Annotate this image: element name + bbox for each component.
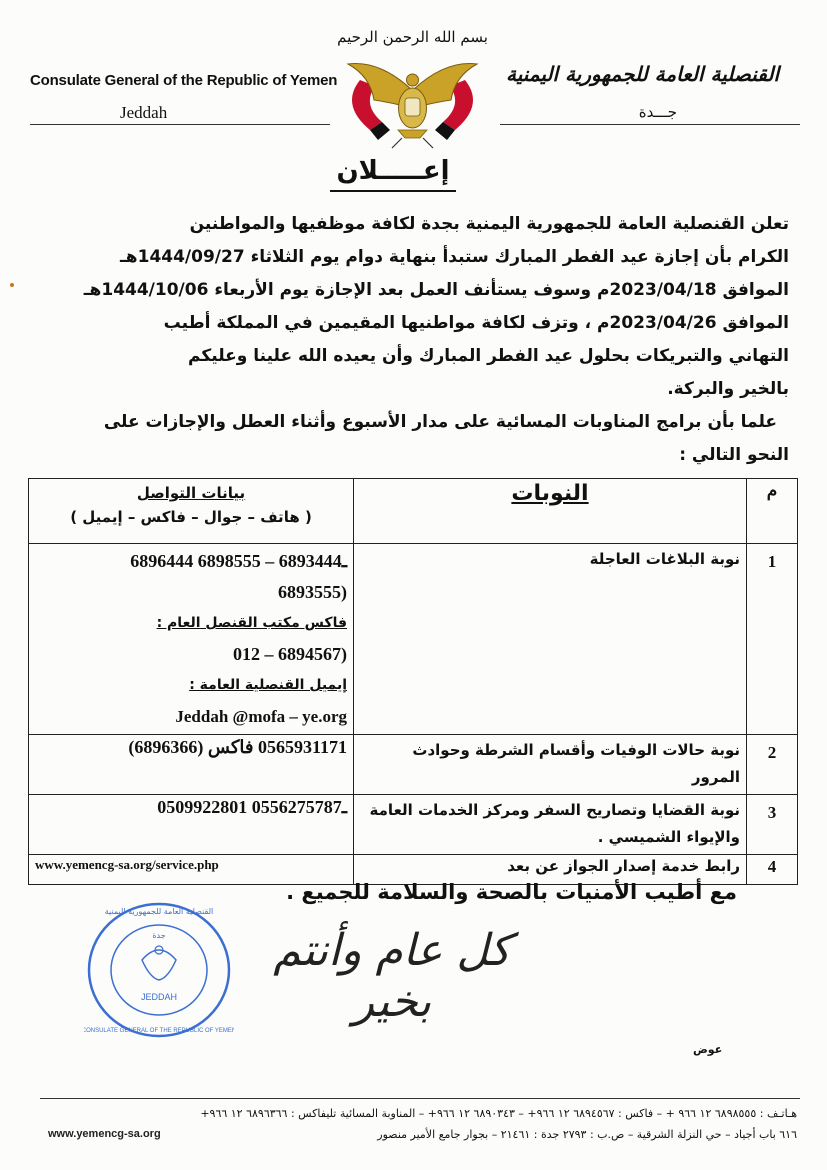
contact-numbers: 0509922801 ـ0556275787 — [157, 797, 347, 817]
phone-numbers: 6893555) — [278, 582, 347, 602]
passport-service-link[interactable]: www.yemencg-sa.org/service.php — [29, 855, 354, 885]
header-en-city: Jeddah — [120, 103, 168, 122]
row-number: 1 — [747, 544, 798, 735]
footer-rule — [40, 1098, 800, 1099]
table-row — [29, 735, 798, 795]
header-en-title: Consulate General of the Republic of Yemen — [30, 72, 338, 89]
body-line: تعلن القنصلية العامة للجمهورية اليمنية بجدة لكافة موظفيها والمواطنين — [189, 214, 789, 234]
col-header-contact-title: بيانات التواصل — [136, 484, 246, 502]
body-line: الموافق 2023/04/18م وسوف يستأنف العمل بعد الإجازة يوم الأربعاء 1444/10/06هـ — [83, 280, 789, 300]
basmala: بسم الله الرحمن الرحيم — [337, 28, 488, 46]
body-line: التهاني والتبريكات بحلول عيد الفطر المبارك وأن يعيده الله علينا وعليكم — [188, 346, 789, 366]
footer-contacts: هـاتـف : ٦٨٩٨٥٥٥ ١٢ ٩٦٦ + – فاكس : ٦٨٩٤٥٦٧ ١٢ ٩٦٦+ – ٦٨٩٠٣٤٣ ١٢ ٩٦٦+ – المناوبة المسائية تليفاكس : ٦٨٩٦٣٦٦ ١٢ ٩٦٦+ — [200, 1107, 797, 1120]
signature-note: عوض — [693, 1043, 723, 1056]
footer-address: ٦١٦ باب أجياد – حي النزلة الشرقية – ص.ب : ٢٧٩٣ جدة : ٢١٤٦١ – بجوار جامع الأمير منصور — [377, 1128, 797, 1141]
body-line: الكرام بأن إجازة عيد الفطر المبارك ستبدأ بنهاية دوام يوم الثلاثاء 1444/09/27هـ — [120, 247, 789, 267]
table-row — [29, 544, 798, 735]
stamp-city-ar: جدة — [152, 931, 166, 940]
header-left-rule — [30, 124, 330, 125]
contact-numbers: 0565931171 فاكس (6896366) — [128, 737, 347, 757]
closing-wishes: مع أطيب الأمنيات بالصحة والسلامة للجميع . — [286, 880, 737, 904]
col-header-contact-sub: ( هاتف – جوال – فاكس – إيميل ) — [70, 508, 312, 526]
header-right-rule — [500, 124, 800, 125]
phone-numbers: 6896444 ـ6893444 – 6898555 — [130, 551, 347, 571]
table-row — [29, 795, 798, 855]
row-shift: رابط خدمة إصدار الجواز عن بعد — [354, 855, 747, 885]
stamp-bottom-text: CONSULATE GENERAL OF THE REPUBLIC OF YEMEN — [84, 1028, 234, 1034]
table-header-row — [29, 479, 798, 544]
footer-website-link[interactable]: www.yemencg-sa.org — [48, 1128, 161, 1140]
row-number: 2 — [747, 735, 798, 795]
yemen-eagle-emblem-icon — [330, 50, 495, 154]
stamp-top-text: القنصلية العامة للجمهورية اليمنية — [104, 907, 214, 916]
header-ar-title: القنصلية العامة للجمهورية اليمنية — [506, 62, 779, 86]
email-address: Jeddah @mofa – ye.org — [175, 707, 347, 726]
announcement-body — [29, 208, 789, 472]
row-shift: نوبة البلاغات العاجلة — [354, 544, 747, 735]
fax-label: فاكس مكتب القنصل العام : — [156, 615, 347, 631]
margin-dot — [10, 283, 14, 287]
header-ar-city: جـــدة — [638, 103, 677, 121]
row-contact — [29, 544, 354, 735]
eid-greeting-calligraphy: كل عام وأنتم بخير — [273, 925, 511, 1027]
announcement-title: إعـــــلان — [336, 156, 450, 186]
shifts-table — [28, 478, 798, 885]
email-label: إيميل القنصلية العامة : — [189, 677, 347, 693]
body-line: بالخير والبركة. — [667, 379, 789, 399]
row-number: 4 — [747, 855, 798, 885]
row-shift: نوبة القضايا وتصاريح السفر ومركز الخدمات العامة والإيواء الشميسي . — [354, 795, 747, 855]
body-line: الموافق 2023/04/26م ، وتزف لكافة مواطنيها المقيمين في المملكة أطيب — [163, 313, 789, 333]
row-contact — [29, 795, 354, 855]
col-header-no: م — [747, 479, 798, 544]
row-shift: نوبة حالات الوفيات وأقسام الشرطة وحوادث المرور — [354, 735, 747, 795]
col-header-shift: النوبات — [354, 479, 747, 544]
row-contact — [29, 735, 354, 795]
stamp-city-en: JEDDAH — [140, 992, 178, 1002]
col-header-contact — [29, 479, 354, 544]
row-number: 3 — [747, 795, 798, 855]
announcement-title-underline — [330, 190, 456, 192]
note-line: علما بأن برامج المناوبات المسائية على مدار الأسبوع وأثناء العطل والإجازات على — [103, 412, 777, 432]
note-line: النحو التالي : — [679, 445, 789, 465]
consulate-seal-icon — [84, 900, 234, 1044]
fax-number: 012 – 6894567) — [233, 644, 347, 664]
